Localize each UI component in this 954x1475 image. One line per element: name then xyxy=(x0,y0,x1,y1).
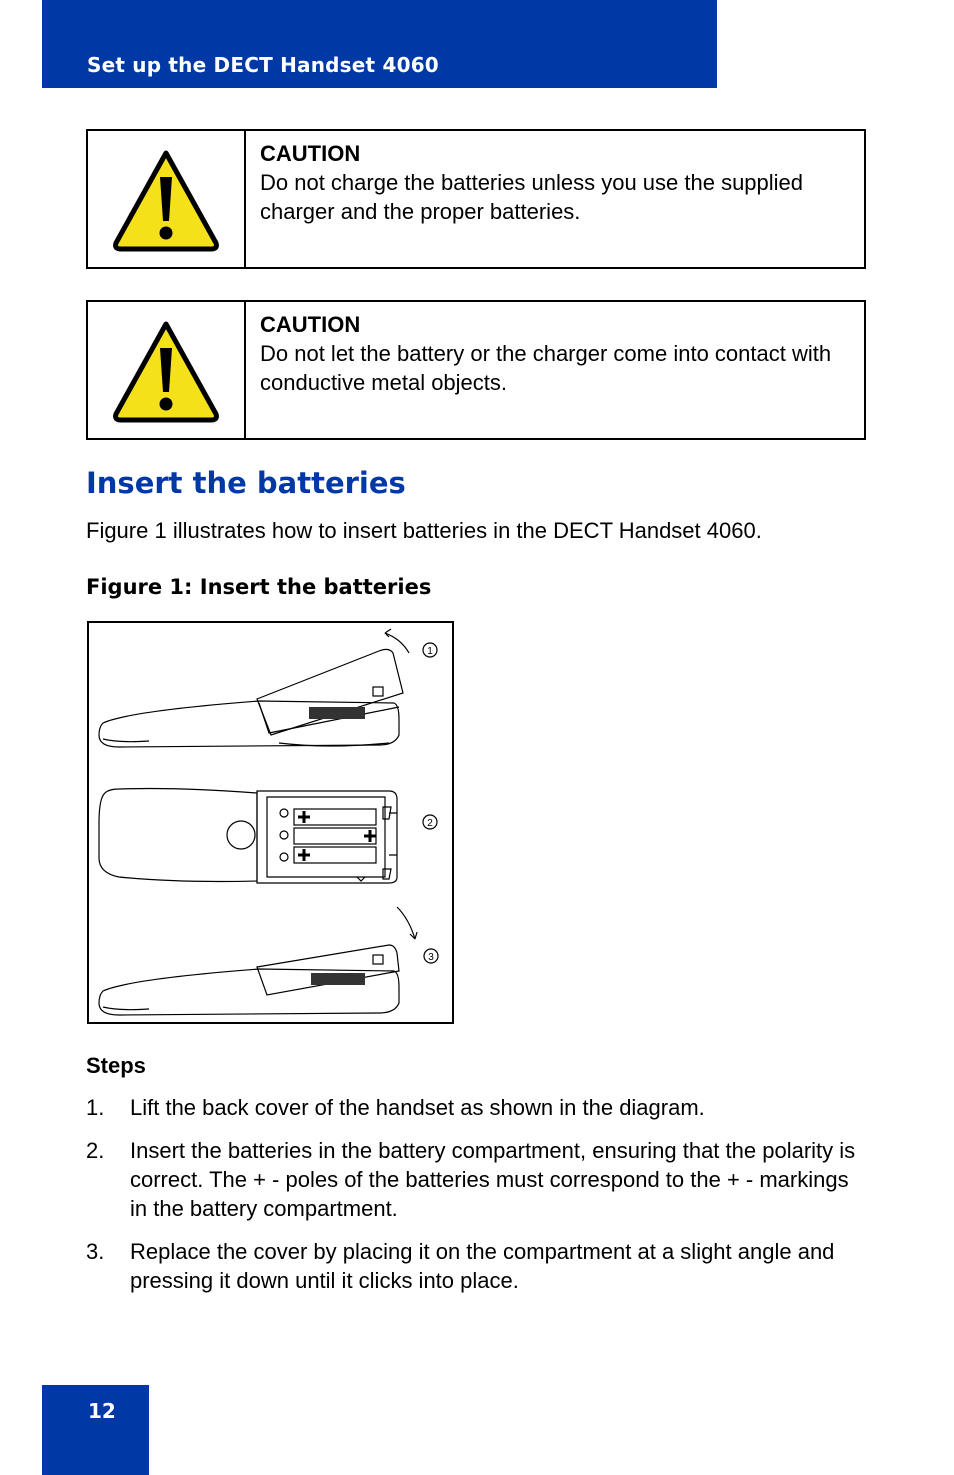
step-number: 3. xyxy=(86,1239,105,1264)
step-number: 1. xyxy=(86,1095,105,1120)
step-number: 2. xyxy=(86,1138,105,1163)
figure-caption: Figure 1: Insert the batteries xyxy=(86,575,432,599)
callout-label-3: 3 xyxy=(428,952,434,963)
section-intro: Figure 1 illustrates how to insert batteries in the DECT Handset 4060. xyxy=(86,518,762,543)
handset-battery-compartment xyxy=(99,789,397,884)
caution-text-cell xyxy=(260,310,856,397)
callout-label-2: 2 xyxy=(427,818,433,829)
caution-text: Do not charge the batteries unless you use the supplied charger and the proper batteries. xyxy=(260,170,804,224)
caution-label: CAUTION xyxy=(260,312,361,337)
caution-icon-cell xyxy=(88,131,246,267)
warning-triangle-icon xyxy=(110,147,222,255)
caution-text-cell xyxy=(260,139,856,226)
figure-illustration xyxy=(87,621,454,1024)
caution-label: CAUTION xyxy=(260,141,361,166)
caution-box-1 xyxy=(86,129,866,269)
header-title: Set up the DECT Handset 4060 xyxy=(87,53,439,77)
callout-label-1: 1 xyxy=(427,646,433,657)
steps-title: Steps xyxy=(86,1053,146,1078)
handset-battery-diagram xyxy=(89,623,452,1022)
page-number: 12 xyxy=(88,1399,116,1423)
header-bar xyxy=(42,0,717,88)
caution-text: Do not let the battery or the charger come into contact with conductive metal objects. xyxy=(260,341,832,395)
section-title: Insert the batteries xyxy=(86,466,406,500)
handset-cover-open xyxy=(99,649,403,747)
step-text: Replace the cover by placing it on the compartment at a slight angle and pressing it down until it clicks into place. xyxy=(130,1239,835,1293)
arrow-close-icon xyxy=(397,907,415,939)
step-text: Lift the back cover of the handset as shown in the diagram. xyxy=(130,1095,705,1120)
handset-cover-closing xyxy=(99,945,399,1015)
caution-box-2 xyxy=(86,300,866,440)
warning-triangle-icon xyxy=(110,318,222,426)
footer-page-box xyxy=(42,1385,149,1475)
step-text: Insert the batteries in the battery compartment, ensuring that the polarity is correct. The + - poles of the batteries must correspond to the + - markings in the battery compartment. xyxy=(130,1138,856,1221)
caution-icon-cell xyxy=(88,302,246,438)
